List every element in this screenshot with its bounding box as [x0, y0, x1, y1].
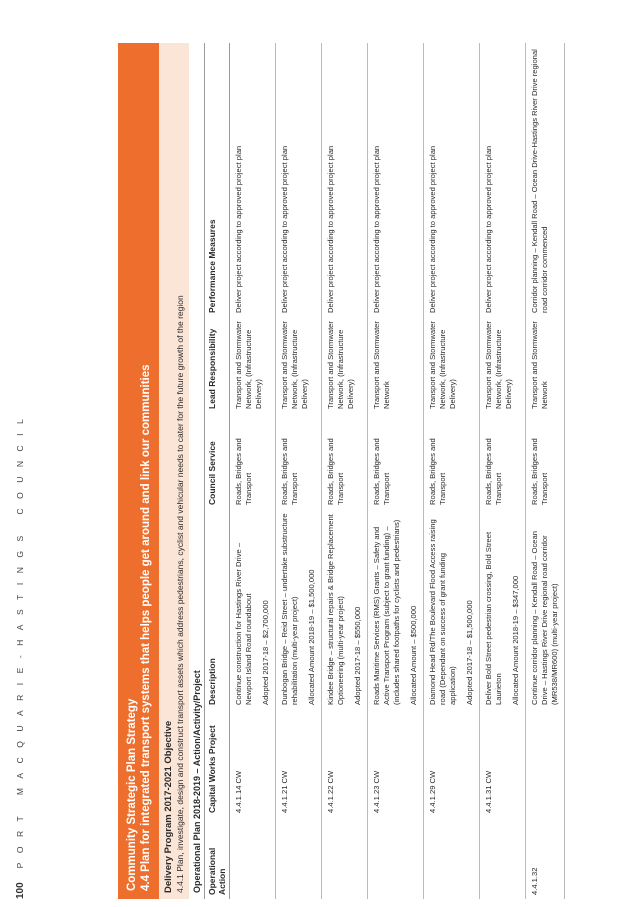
description-text: Kindee Bridge – structural repairs & Bridge Replacement Optioneering (multi-year project) — [326, 514, 345, 705]
description-amount: Allocated Amount 2018-19 – $347,000 — [511, 575, 520, 705]
description-amount: Allocated Amount 2018-19 – $1,500,000 — [307, 569, 316, 705]
cell-lead: Transport and Stormwater Network, (Infrastructure Delivery) — [230, 317, 276, 413]
cell-description — [322, 509, 368, 709]
cell-service: Roads, Bridges and Transport — [230, 413, 276, 509]
operational-plan-heading: Operational Plan 2018-2019 – Action/Activity/Project — [189, 43, 205, 899]
table-row — [322, 43, 368, 899]
delivery-program-objective: 4.4.1 Plan, investigate, design and construct transport assets which address pedestrians, cyclist and vehicular needs to cater for the future growth of the region — [175, 295, 185, 893]
cell-measure: Deliver project according to approved project plan — [276, 43, 322, 317]
organisation-name: PORT MACQUARIE-HASTINGS COUNCIL — [15, 409, 25, 869]
cell-description — [276, 509, 322, 709]
table-header-row — [205, 43, 230, 899]
header-operational-action: Operational Action — [205, 817, 230, 899]
cell-service: Roads, Bridges and Transport — [526, 413, 565, 509]
description-amount: Allocated Amount – $500,000 — [409, 605, 418, 705]
cell-action — [230, 817, 276, 899]
strategy-banner — [118, 43, 159, 899]
delivery-program-box — [159, 43, 189, 899]
cell-project: 4.4.1.22 CW — [322, 709, 368, 817]
cell-action — [368, 817, 424, 899]
cell-action — [276, 817, 322, 899]
description-amount: Adopted 2017-18 – $550,000 — [353, 606, 362, 705]
cell-service: Roads, Bridges and Transport — [424, 413, 480, 509]
description-text: Continue construction for Hastings River Drive – Newport Island Road roundabout — [234, 542, 253, 705]
cell-lead: Transport and Stormwater Network — [526, 317, 565, 413]
delivery-program-title: Delivery Program 2017-2021 Objective — [163, 720, 174, 893]
banner-title: Community Strategic Plan Strategy — [126, 698, 138, 891]
cell-measure: Deliver project according to approved project plan — [368, 43, 424, 317]
cell-action — [480, 817, 526, 899]
cell-project: 4.4.1.23 CW — [368, 709, 424, 817]
cell-project: 4.4.1.29 CW — [424, 709, 480, 817]
description-amount: Adopted 2017-18 – $1,500,000 — [465, 600, 474, 705]
cell-measure: Deliver project according to approved project plan — [424, 43, 480, 317]
cell-description — [424, 509, 480, 709]
cell-service: Roads, Bridges and Transport — [368, 413, 424, 509]
cell-lead: Transport and Stormwater Network, (Infrastructure Delivery) — [480, 317, 526, 413]
cell-service: Roads, Bridges and Transport — [276, 413, 322, 509]
cell-service: Roads, Bridges and Transport — [480, 413, 526, 509]
table-row — [526, 43, 565, 899]
cell-lead: Transport and Stormwater Network, (Infrastructure Delivery) — [424, 317, 480, 413]
page-footer — [10, 410, 30, 899]
cell-measure: Deliver project according to approved project plan — [322, 43, 368, 317]
cell-project: 4.4.1.21 CW — [276, 709, 322, 817]
cell-action: 4.4.1.32 — [526, 817, 565, 899]
table-row — [276, 43, 322, 899]
header-capital-works-project: Capital Works Project — [205, 709, 230, 817]
header-council-service: Council Service — [205, 413, 230, 509]
description-text: Deliver Bold Street pedestrian crossing, Bold Street Laurieton — [484, 531, 503, 705]
document-content — [118, 43, 565, 899]
cell-project — [526, 709, 565, 817]
cell-description — [230, 509, 276, 709]
cell-measure: Deliver project according to approved project plan — [230, 43, 276, 317]
description-text: Continue corridor planning – Kendall Road – Ocean Drive – Hastings River Drive regional road corridor (MR538/MR600) (multi-year project) — [530, 531, 559, 705]
table-row — [368, 43, 424, 899]
table-row — [424, 43, 480, 899]
cell-action — [424, 817, 480, 899]
cell-action — [322, 817, 368, 899]
header-description: Description — [205, 509, 230, 709]
header-performance-measures: Performance Measures — [205, 43, 230, 317]
description-amount: Adopted 2017-18 – $2,700,000 — [261, 600, 270, 705]
cell-service: Roads, Bridges and Transport — [322, 413, 368, 509]
description-text: Roads Maritime Services (RMS) Grants – Safety and Active Transport Program (subject to grant funding) – (includes shared footpaths for cyclists and pedestrians) — [372, 519, 401, 705]
description-text: Dunbogan Bridge – Reid Street – undertake substructure rehabilitation (multi-year project) — [280, 513, 299, 705]
cell-measure: Deliver project according to approved project plan — [480, 43, 526, 317]
cell-project: 4.4.1.31 CW — [480, 709, 526, 817]
banner-subtitle: 4.4 Plan for integrated transport systems that helps people get around and link our communities — [140, 364, 152, 891]
cell-project: 4.4.1.14 CW — [230, 709, 276, 817]
description-text: Diamond Head Rd/The Boulevard Flood Access raising road (Dependant on success of grant funding application) — [428, 519, 457, 705]
cell-lead: Transport and Stormwater Network, (Infrastructure Delivery) — [322, 317, 368, 413]
table-row — [230, 43, 276, 899]
table-row — [480, 43, 526, 899]
cell-lead: Transport and Stormwater Network, (Infrastructure Delivery) — [276, 317, 322, 413]
page-number: 100 — [14, 882, 26, 899]
cell-description — [368, 509, 424, 709]
header-lead-responsibility: Lead Responsibility — [205, 317, 230, 413]
cell-measure: Corridor planning – Kendall Road – Ocean Drive-Hastings River Drive regional road corridor commenced — [526, 43, 565, 317]
projects-table — [205, 43, 565, 899]
cell-description — [526, 509, 565, 709]
cell-lead: Transport and Stormwater Network — [368, 317, 424, 413]
cell-description — [480, 509, 526, 709]
